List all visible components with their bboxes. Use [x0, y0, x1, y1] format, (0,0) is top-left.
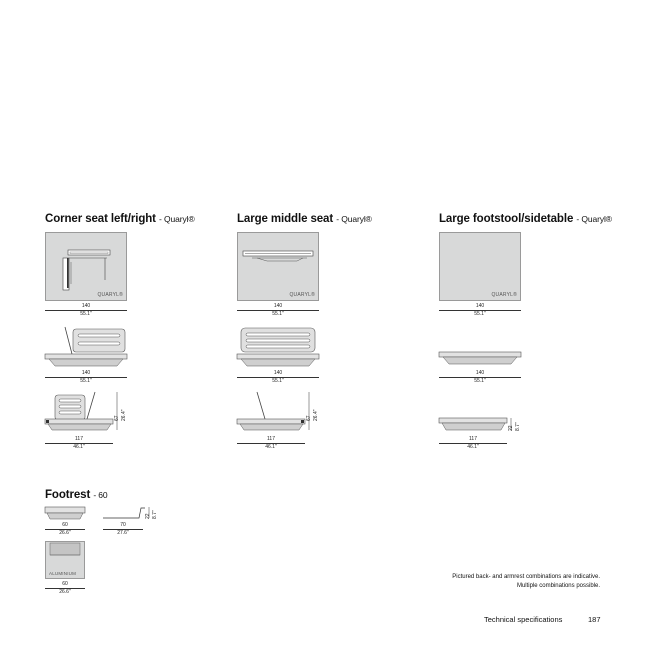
- page-number: 187: [588, 615, 601, 624]
- corner-seat-top-drawing: [45, 232, 127, 301]
- brand-label: QUARYL®: [491, 292, 517, 298]
- footrest-front-view: [45, 506, 90, 522]
- footstool-front-view: [439, 350, 524, 370]
- corner-seat-front-view: [45, 326, 130, 370]
- combinations-note: Pictured back- and armrest combinations are indicative. Multiple combinations possible.: [452, 574, 600, 589]
- brand-label: QUARYL®: [97, 292, 123, 298]
- footstool-title: Large footstool/sidetable - Quaryl®: [439, 213, 612, 225]
- footstool-width-dim: 140 55.1": [439, 303, 521, 317]
- footstool-depth-dim: 117 46.1": [439, 436, 507, 450]
- footrest-top-width-dim: 60 26.6": [45, 581, 85, 595]
- footstool-top-view: [439, 232, 521, 301]
- brand-label: QUARYL®: [289, 292, 315, 298]
- middle-front-width-dim: 140 55.1": [237, 370, 319, 384]
- footrest-depth-dim: 70 27.6": [103, 522, 143, 536]
- footrest-title: Footrest - 60: [45, 489, 108, 501]
- footrest-height-dim-in: 8.7": [152, 510, 158, 519]
- footstool-height-dim-in: 8.7": [515, 422, 521, 431]
- footstool-front-width-dim: 140 55.1": [439, 370, 521, 384]
- corner-seat-title: Corner seat left/right - Quaryl®: [45, 213, 195, 225]
- middle-height-dim-in: 26.4": [313, 409, 319, 421]
- footrest-width-dim: 60 26.6": [45, 522, 85, 536]
- middle-seat-title: Large middle seat - Quaryl®: [237, 213, 372, 225]
- footrest-height-dim: 22: [145, 513, 151, 519]
- middle-depth-dim: 117 46.1": [237, 436, 305, 450]
- corner-seat-side-view: [45, 392, 130, 432]
- corner-height-dim-in: 26.4": [121, 409, 127, 421]
- middle-seat-front-view: [237, 326, 322, 370]
- corner-front-width-dim: 140 55.1": [45, 370, 127, 384]
- footstool-height-dim: 22: [508, 425, 514, 431]
- footer-section-label: Technical specifications: [484, 615, 563, 624]
- corner-width-dim: 140 55.1": [45, 303, 127, 317]
- corner-depth-dim: 117 46.1": [45, 436, 113, 450]
- brand-label: ALUMINIUM: [49, 571, 77, 576]
- middle-seat-side-view: [237, 392, 322, 432]
- middle-height-dim: 67: [306, 415, 312, 421]
- corner-height-dim: 67: [114, 415, 120, 421]
- middle-seat-top-drawing: [237, 232, 319, 301]
- footrest-top-drawing: [45, 541, 85, 579]
- middle-width-dim: 140 55.1": [237, 303, 319, 317]
